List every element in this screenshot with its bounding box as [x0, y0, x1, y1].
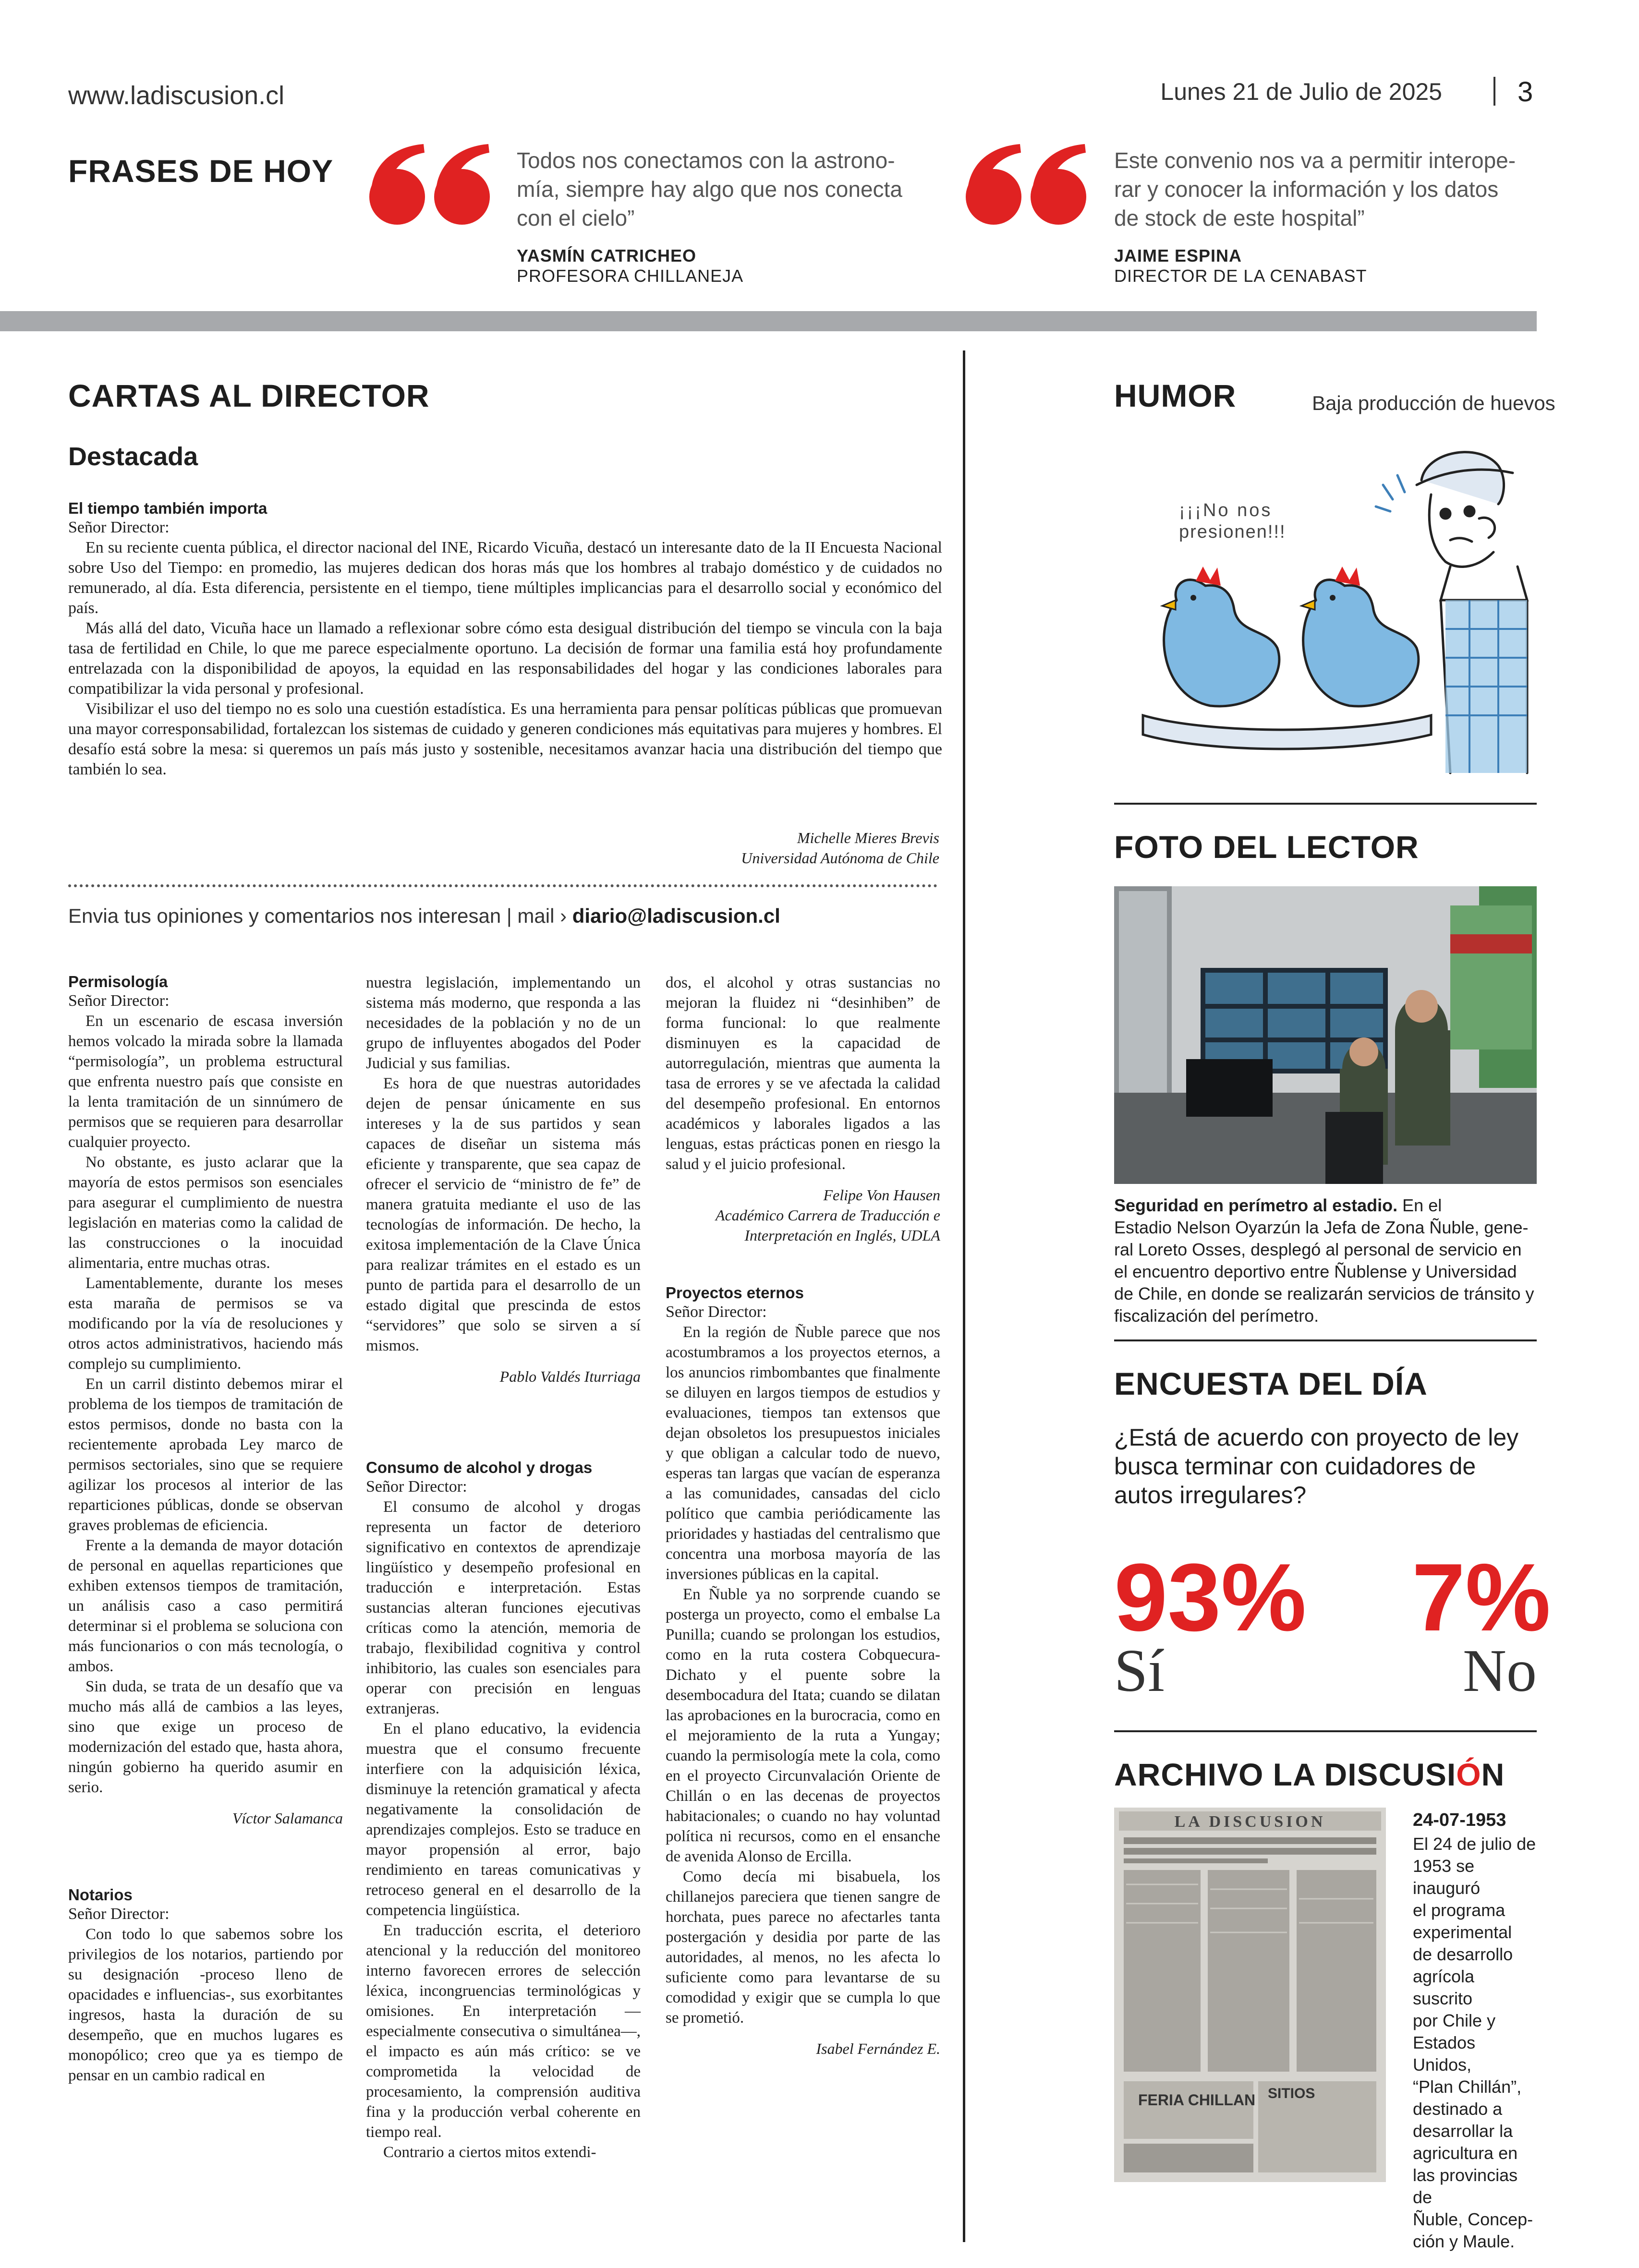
featured-label: Destacada	[68, 442, 198, 471]
reader-photo	[1114, 886, 1537, 1184]
frases-section-title: FRASES DE HOY	[68, 153, 334, 189]
archive-newspaper-image	[1114, 1808, 1386, 2182]
notarios-body: Con todo lo que sabemos sobre los privilegios de los notarios, partiendo por su designación -proceso lleno de opacidades e influencias-, sus exorbitantes ingresos, hasta la duración de su desempeño, que en muchos lugares es monopólico; creo que ya es tiempo de pensar en un cambio radical en	[68, 1926, 343, 2084]
quote-mark-icon	[366, 144, 496, 226]
archive-masthead: LA DISCUSION	[1174, 1813, 1326, 1831]
permisologia-title: Permisología	[68, 973, 168, 990]
archive-text: El 24 de julio de 1953 se inauguró el programa experimental de desarrollo agrícola suscrito por Chile y Estados Unidos, “Plan Chillán”, destinado a desarrollar la agricultura en las provincias de Ñuble, Concep- ción y Maule.	[1413, 1834, 1536, 2251]
quote-mark-icon	[962, 144, 1092, 226]
dotted-rule	[68, 884, 937, 887]
column-divider	[963, 350, 965, 2242]
archive-ad-feria: FERIA CHILLAN	[1138, 2091, 1256, 2109]
date-separator	[1493, 77, 1495, 106]
alcohol-body: El consumo de alcohol y drogas representa un factor de deterioro significativo en contextos de aprendizaje lingüístico y desempeño profesional en traducción e interpretación. Estas sustancias alteran funciones ejecutivas críticas como la atención, memoria de trabajo, flexibilidad cognitiva y control inhibitorio, las cuales son esenciales para operar con precisión en lenguas extranjeras. En el plano educativo, la evidencia muestra que el consumo frecuente interfiere con la adquisición léxica, disminuye la retención gramatical y afecta negativamente la consolidación de aprendizajes complejos. Esto se traduce en mayor propensión al error, bajo rendimiento en tareas comunicativas y retroceso general en el desarrollo de la competencia lingüística. En traducción escrita, el deterioro atencional y la reducción del monitoreo interno favorecen errores de selección léxica, incongruencias terminológicas y omisiones. En interpretación —especialmente consecutiva o simultánea—, el impacto es aún más crítico: se ve comprometida la velocidad de procesamiento, la comprensión auditiva fina y la producción verbal coherente en tiempo real. Contrario a ciertos mitos extendi-	[366, 1498, 641, 2161]
site-url[interactable]: www.ladiscusion.cl	[68, 81, 285, 110]
encuesta-bottom-rule	[1114, 1730, 1537, 1732]
page-number: 3	[1518, 76, 1533, 108]
foto-caption-bold: Seguridad en perímetro al estadio.	[1114, 1195, 1398, 1215]
contact-email-link[interactable]: diario@ladiscusion.cl	[572, 905, 780, 927]
quote-2-text: Este convenio nos va a permitir interope- rar y conocer la información y los datos de stock de este hospital”	[1114, 148, 1516, 230]
notarios-salutation: Señor Director:	[68, 1905, 170, 1923]
alcohol-title: Consumo de alcohol y drogas	[366, 1459, 593, 1476]
quote-2-author: JAIME ESPINA	[1114, 246, 1242, 265]
permisologia-salutation: Señor Director:	[68, 992, 170, 1010]
proyectos-body: En la región de Ñuble parece que nos acostumbramos a los proyectos eternos, a los anuncios rimbombantes que finalmente se diluyen en largos tiempos de estudios y evaluaciones, tiempos tan extensos que dejan obsoletos los presupuestos iniciales y que obligan a calcular todo de nuevo, esperas tan largas que vacían de esperanza a las comunidades, cansadas del ciclo político que cambia periódicamente las prioridades y hastiadas del centralismo que concentra una morbosa mayoría de las inversiones públicas en la capital. En Ñuble ya no sorprende cuando se posterga un proyecto, como el embalse La Punilla; cuando se prolongan los estudios, como en la ruta costera Cobquecura-Dichato y el puente sobre la desembocadura del Itata; cuando se dilatan las aprobaciones en la burocracia, como en el mejoramiento de la ruta a Yungay; cuando la permisología mete la cola, como en el proyecto Circunvalación Oriente de Chillán o en las decenas de proyectos habitacionales; o cuando no hay voluntad política ni recursos, como en el ensanche de avenida Alonso de Ercilla. Como decía mi bisabuela, los chillanejos pareciera que tienen sangre de horchata, pues parece no afectarles tanta postergación y desidia por parte de las autoridades, al menos, no les afecta lo suficiente como para levantarse de su comodidad y exigir que se cumpla lo que se prometió.	[666, 1324, 940, 2027]
proyectos-signature: Isabel Fernández E.	[816, 2040, 940, 2057]
contact-line	[68, 905, 780, 928]
letters-column-2	[366, 973, 641, 2162]
humor-bottom-rule	[1114, 803, 1537, 805]
featured-body: En su reciente cuenta pública, el director nacional del INE, Ricardo Vicuña, destacó un interesante dato de la II Encuesta Nacional sobre Uso del Tiempo: en promedio, las mujeres dedican dos horas más que los hombres al trabajo doméstico y de cuidados no remunerado, al día. Esta diferencia, persistente en el tiempo, tiene múltiples implicancias para el desarrollo social y económico del país. Más allá del dato, Vicuña hace un llamado a reflexionar sobre cómo esta desigual distribución del tiempo se vincula con la baja tasa de fertilidad en Chile, lo que me parece especialmente oportuno. La decisión de formar una familia está hoy profundamente entrelazada con la disponibilidad de apoyos, la equidad en las responsabilidades del hogar y las condiciones laborales para compatibilizar la vida personal y profesional. Visibilizar el uso del tiempo no es solo una cuestión estadística. Es una herramienta para pensar políticas públicas que promuevan una mayor corresponsabilidad, fortalezcan los sistemas de cuidado y generen condiciones más equitativas para mujeres y hombres. El desafío está sobre la mesa: si queremos un país más justo y sostenible, necesitamos avanzar hacia una distribución del tiempo que también lo sea.	[68, 539, 942, 778]
archive-ad-sitios: SITIOS	[1268, 2086, 1315, 2101]
poll-question: ¿Está de acuerdo con proyecto de ley busca terminar con cuidadores de autos irregulares?	[1114, 1424, 1519, 1508]
quote-1-role: PROFESORA CHILLANEJA	[517, 266, 744, 286]
archive-date: 24-07-1953	[1413, 1810, 1506, 1830]
issue-date: Lunes 21 de Julio de 2025	[1160, 78, 1442, 105]
notarios-continuation: nuestra legislación, implementando un sistema más moderno, que responda a las necesidades de la población y no de un grupo de influyentes abogados del Poder Judicial y sus familias. Es hora de que nuestras autoridades dejen de pensar únicamente en sus intereses y la de sus partidos y sean capaces de diseñar un sistema más eficiente y transparente, que sea capaz de ofrecer el servicio de “ministro de fe” de manera gratuita mediante el uso de las tecnologías de información. De hecho, la exitosa implementación de la Clave Única para realizar trámites en el estado es un punto de partida para el desarrollo de un estado digital que prescinda de estos “servidores” que solo se sirven a sí mismos.	[366, 974, 641, 1354]
proyectos-salutation: Señor Director:	[666, 1303, 767, 1321]
section-divider-band	[0, 311, 1537, 331]
featured-signature: Michelle Mieres Brevis Universidad Autónoma de Chile	[741, 829, 939, 867]
quote-2-role: DIRECTOR DE LA CENABAST	[1114, 266, 1367, 286]
cartas-section-title: CARTAS AL DIRECTOR	[68, 378, 430, 413]
archivo-section-title: ARCHIVO LA DISCUSIÓN	[1114, 1757, 1505, 1792]
alcohol-salutation: Señor Director:	[366, 1478, 467, 1496]
humor-cartoon-image	[1114, 427, 1537, 783]
quote-1-author: YASMÍN CATRICHEO	[517, 246, 697, 265]
alcohol-continuation: dos, el alcohol y otras sustancias no mejoran la fluidez ni “desinhiben” de forma funcional: lo que realmente disminuyen es la capacidad de autorregulación, mientras que aumenta la tasa de errores y se ve afectada la calidad del desempeño profesional. En entornos académicos y laborales ligados a las lenguas, estas prácticas ponen en riesgo la salud y el juicio profesional.	[666, 974, 940, 1173]
permisologia-signature: Víctor Salamanca	[232, 1810, 343, 1827]
permisologia-body: En un escenario de escasa inversión hemos volcado la mirada sobre la llamada “permisología”, un problema estructural que enfrenta nuestro país que consiste en la lenta tramitación de un sinnúmero de permisos que se requieren para desarrollar cualquier proyecto. No obstante, es justo aclarar que la mayoría de estos permisos son esenciales para asegurar el cumplimiento de nuestra legislación en materias como la calidad de las construcciones o la inocuidad alimentaria, entre muchas otras. Lamentablemente, durante los meses esta maraña de permisos se va modificando por la vía de resoluciones y otros actos administrativos, haciendo más complejo su cumplimiento. En un carril distinto debemos mirar el problema de los tiempos de tramitación de estos permisos, donde no basta con la recientemente aprobada Ley marco de permisos sectoriales, sino que se requiere agilizar los procesos al interior de las reparticiones públicas, donde se observan graves problemas de eficiencia. Frente a la demanda de mayor dotación de personal en aquellas reparticiones que exhiben extensos tiempos de tramitación, un análisis caso a caso permitirá determinar si el problema se soluciona con más funcionarios o con más tecnología, o ambos. Sin duda, se trata de un desafío que va mucho más allá de cambios a las leyes, sino que exige un proceso de modernización del estado que, hasta ahora, ningún gobierno ha querido asumir en serio.	[68, 1013, 343, 1796]
featured-letter-title: El tiempo también importa	[68, 499, 267, 517]
letters-column-3	[666, 973, 940, 2059]
encuesta-section-title: ENCUESTA DEL DÍA	[1114, 1366, 1428, 1401]
foto-bottom-rule	[1114, 1339, 1537, 1341]
foto-section-title: FOTO DEL LECTOR	[1114, 829, 1419, 865]
letters-column-1	[68, 973, 343, 2086]
poll-no-percent: 7%	[1412, 1544, 1551, 1651]
humor-section-title: HUMOR	[1114, 378, 1237, 413]
speech-line-1: ¡¡¡No nos	[1179, 500, 1273, 520]
contact-prefix: Envia tus opiniones y comentarios nos interesan | mail ›	[68, 905, 567, 927]
speech-line-2: presionen!!!	[1179, 522, 1286, 542]
quote-1-text: Todos nos conectamos con la astrono- mía, siempre hay algo que nos conecta con el cielo”	[517, 148, 902, 230]
poll-no-label: No	[1463, 1638, 1537, 1704]
featured-salutation: Señor Director:	[68, 519, 170, 536]
notarios-title: Notarios	[68, 1886, 133, 1904]
poll-yes-label: Sí	[1114, 1638, 1165, 1704]
poll-yes-percent: 93%	[1114, 1544, 1307, 1651]
featured-letter	[68, 499, 942, 780]
humor-caption: Baja producción de huevos	[1312, 392, 1555, 414]
alcohol-signature: Felipe Von Hausen Académico Carrera de Traducción e Interpretación en Inglés, UDLA	[715, 1186, 940, 1244]
foto-caption: Seguridad en perímetro al estadio. En el Estadio Nelson Oyarzún la Jefa de Zona Ñuble, gene- ral Loreto Osses, desplegó al personal de servicio en el encuentro deportivo entre Ñublense y Universidad de Chile, en donde se realizarán servicios de tránsito y fiscalización del perímetro.	[1114, 1195, 1534, 1326]
proyectos-title: Proyectos eternos	[666, 1284, 804, 1302]
notarios-signature: Pablo Valdés Iturriaga	[499, 1368, 641, 1385]
